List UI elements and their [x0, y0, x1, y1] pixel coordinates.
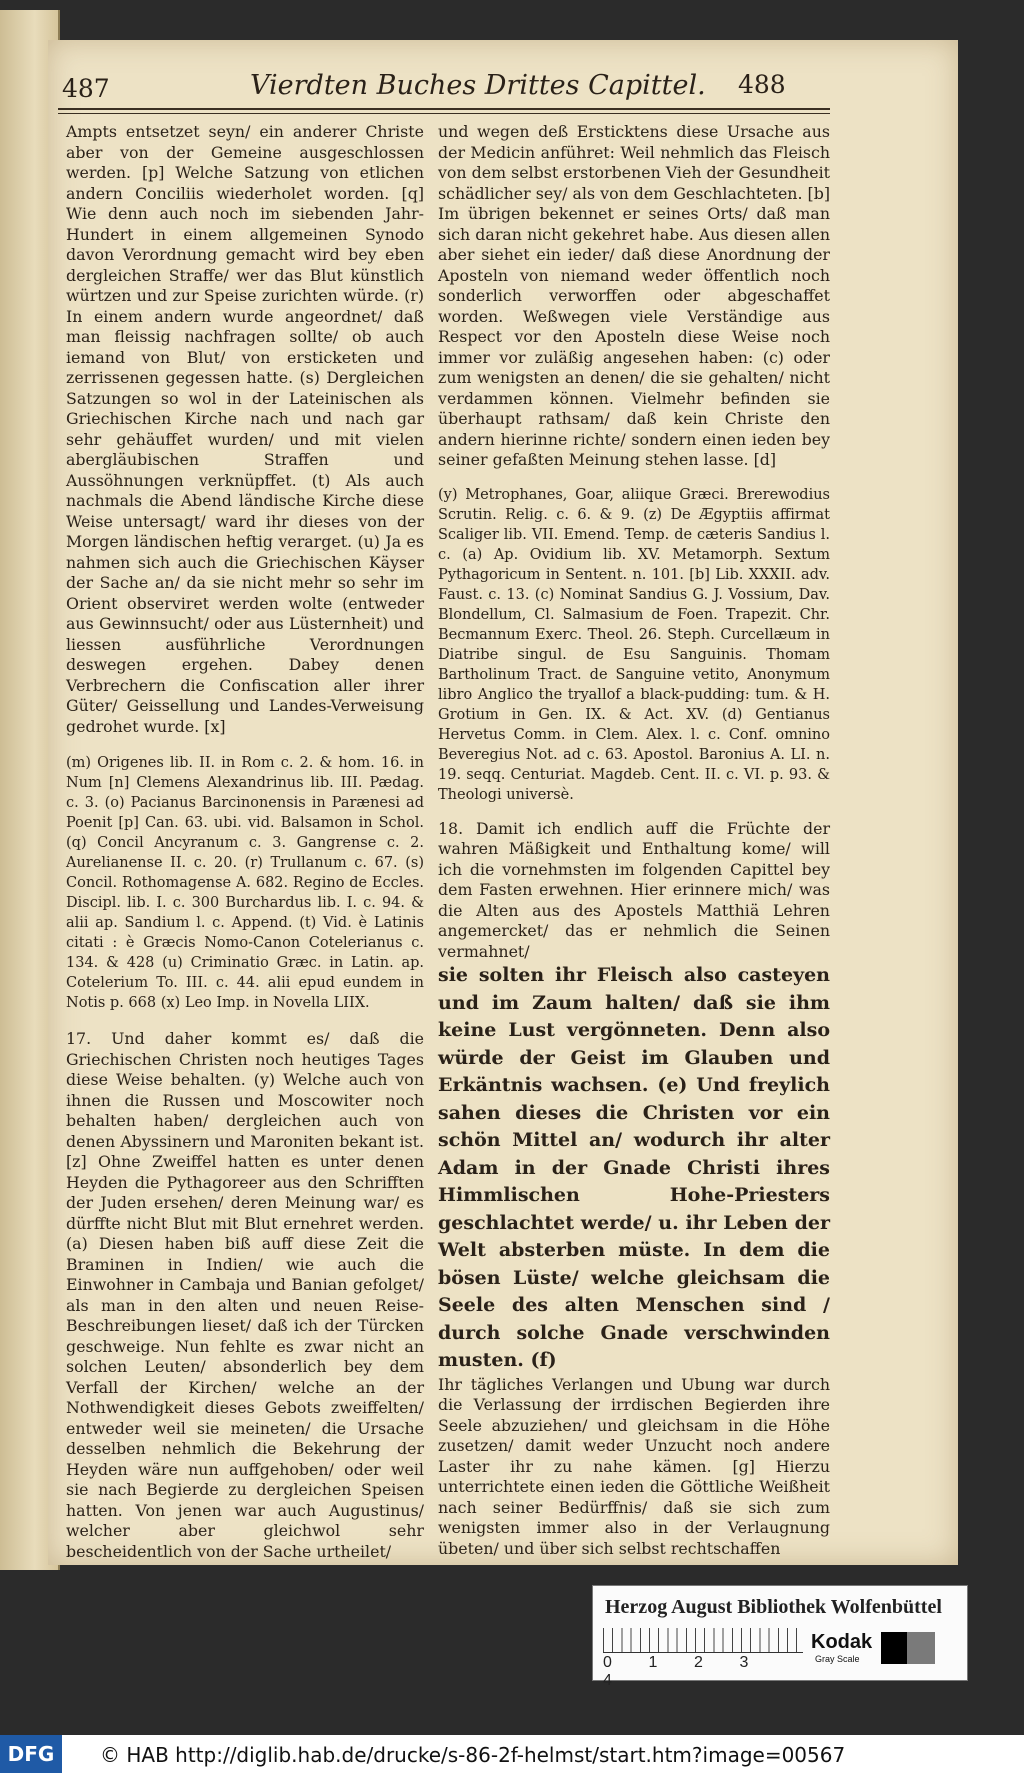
left-page-number: 487	[62, 74, 110, 103]
paragraph-18-start: 18. Damit ich endlich auff die Früchte der wahren Mäßigkeit und Enthaltung kome/ will ich die vornehmsten im folgenden Capittel bey dem Fasten erwehnen. Hier erinnere mich/ was die Alten aus des Apostels Matthiä Lehren angemercket/ das er nehmlich die Seinen vermahnet/	[438, 818, 830, 961]
right-page-number: 488	[738, 70, 786, 99]
header-rule-thin	[58, 113, 830, 114]
paragraph-18-end: Ihr tägliches Verlangen und Ubung war durch die Verlassung der irrdischen Begierden ihre Seele abzuziehen/ und gleichsam in die Höhe zusetzen/ damit weder Unzucht noch andere Laster ihr zu nahe kämen. [g] Hierzu unterrichtete einen ieden die Göttliche Weißheit nach seiner Bedürffnis/ daß sie sich zum wenigsten immer also in der Verlaugnung übeten/ und über sich selbst rechtschaffen	[438, 1374, 830, 1558]
ruler-number: 2	[694, 1654, 703, 1671]
right-column	[438, 122, 830, 1559]
dfg-logo: DFG	[0, 1735, 62, 1773]
ruler-number: 4	[603, 1672, 612, 1689]
header-rule	[58, 108, 830, 110]
color-calibration-card	[592, 1585, 968, 1689]
measurement-ruler	[603, 1628, 803, 1653]
ruler-number: 0	[603, 1654, 612, 1671]
ruler-numbers	[603, 1654, 823, 1690]
paragraph-17: 17. Und daher kommt es/ daß die Griechischen Christen noch heutiges Tages diese Weise behalten. (y) Welche auch von ihnen die Russen und Moscowiter noch behalten haben/ dergleichen auch von denen Abyssinern und Maroniten bekant ist. [z] Ohne Zweiffel hatten es unter denen Heyden die Pythagoreer aus den Schrifften der Juden ersehen/ deren Meinung war/ es dürffte nicht Blut mit Blut ernehret werden. (a) Diesen haben biß auff diese Zeit die Braminen in Indien/ wie auch die Einwohner in Cambaja und Banian gefolget/ als man in den alten und neuen Reise-Beschreibungen lieset/ daß ich der Türcken geschweige. Nun fehlte es zwar nicht an solchen Leuten/ absonderlich bey dem Verfall der Kirchen/ welche an der Nothwendigkeit dieses Gebots zweiffelten/ entweder weil sie meineten/ die Ursache desselben nehmlich die Bekehrung der Heyden wäre nun auffgehoben/ oder weil sie nach Begierde zu dergleichen Speisen hatten. Von jenen war auch Augustinus/ welcher aber gleichwol sehr bescheidentlich von der Sache urtheilet/	[66, 1029, 424, 1561]
ruler-number: 1	[648, 1654, 658, 1671]
library-label: Herzog August Bibliothek Wolfenbüttel	[605, 1596, 942, 1618]
gray-scale-label: Gray Scale	[815, 1654, 860, 1664]
kodak-logo: Kodak	[811, 1631, 873, 1653]
footnotes-left: (m) Origenes lib. II. in Rom c. 2. & hom. 16. in Num [n] Clemens Alexandrinus lib. III. Pædag. c. 3. (o) Pacianus Barcinonensis in Parænesi ad Poenit [p] Can. 63. ubi. vid. Balsamon in Schol. (q) Concil Ancyranum c. 3. Gangrense c. 2. Aurelianense II. c. 20. (r) Trullanum c. 67. (s) Concil. Rothomagense A. 682. Regino de Eccles. Discipl. lib. I. c. 300 Burchardus lib. I. c. 94. & alii ap. Sandium l. c. Append. (t) Vid. è Latinis citati : è Græcis Nomo-Canon Cotelerianus c. 134. & 428 (u) Criminatio Græc. in Latin. ap. Cotelerium To. III. c. 44. alii epud eundem in Notis p. 668 (x) Leo Imp. in Novella LIIX.	[66, 755, 424, 1011]
paragraph-17-continued: und wegen deß Ersticktens diese Ursache aus der Medicin anführet: Weil nehmlich das Fleisch von dem selbst erstorbenen Vieh der Gesundheit schädlicher sey/ als von dem Geschlachteten. [b] Im übrigen bekennet er seines Orts/ daß man sich daran nicht gekehret habe. Aus diesen allen aber siehet ein ieder/ daß diese Anordnung der Aposteln von niemand weder öffentlich noch sonderlich verworffen oder abgeschaffet worden. Weßwegen viele Verständige aus Respect vor den Aposteln diese Weise noch immer vor zuläßig angesehen haben: (c) oder zum wenigsten an denen/ die sie gehalten/ nicht verdammen können. Vielmehr befinden sie überhaupt rathsam/ daß kein Christe den andern hierinne richte/ sondern einen ieden bey seiner gefaßten Meinung stehen lasse. [d]	[438, 122, 830, 469]
running-head: Vierdten Buches Drittes Capittel.	[250, 70, 706, 101]
copyright-link[interactable]: © HAB http://diglib.hab.de/drucke/s-86-2f-helmst/start.htm?image=00567	[100, 1743, 846, 1767]
grey-swatch	[907, 1632, 935, 1664]
paragraph-18-emphasis: sie solten ihr Fleisch also casteyen und im Zaum halten/ daß sie ihm keine Lust vergönneten. Denn also würde der Geist im Glauben und Erkäntnis wachsen. (e) Und freylich sahen dieses die Christen vor ein schön Mittel an/ wodurch ihr alter Adam in der Gnade Christi ihres Himmlischen Hohe-Priesters geschlachtet werde/ u. ihr Leben der Welt absterben müste. In dem die bösen Lüste/ welche gleichsam die Seele des alten Menschen sind / durch solche Gnade verschwinden musten. (f)	[438, 964, 830, 1371]
footnotes-right: (y) Metrophanes, Goar, aliique Græci. Brerewodius Scrutin. Relig. c. 6. & 9. (z) De Ægyptiis affirmat Scaliger lib. VII. Emend. Temp. de cæteris Sandius l. c. (a) Ap. Ovidium lib. XV. Metamorph. Sextum Pythagoricum in Sentent. n. 101. [b] Lib. XXXII. adv. Faust. c. 13. (c) Nominat Sandius G. J. Vossium, Dav. Blondellum, Cl. Salmasium de Foen. Trapezit. Chr. Becmannum Exerc. Theol. 26. Steph. Curcellæum in Diatribe singul. de Esu Sanguinis. Thomam Bartholinum Tract. de Sanguine vetito, Anonymum libro Anglico the tryallof a black-pudding: tum. & H. Grotium in Gen. IX. & Act. XV. (d) Gentianus Hervetus Comm. in Clem. Alex. l. c. Conf. omnino Beveregius Not. ad c. 63. Apostol. Baronius A. LI. n. 19. seqq. Centuriat. Magdeb. Cent. II. c. VI. p. 93. & Theologi universè.	[438, 486, 830, 803]
ruler-number: 3	[739, 1654, 749, 1671]
left-column	[66, 122, 424, 1562]
paragraph-16-continued: Ampts entsetzet seyn/ ein anderer Christe aber von der Gemeine ausgeschlossen werden. [p] Welche Satzung von etlichen andern Conciliis wiederholet worden. [q] Wie denn auch noch im siebenden Jahr-Hundert in einem allgemeinen Synodo davon Verordnung gemacht wird bey eben dergleichen Straffe/ wer das Blut künstlich würtzen und zur Speise zurichten würde. (r) In einem andern wurde angeordnet/ daß man fleissig nachfragen sollte/ ob auch iemand von Blut/ von ersticketen und zerrissenen gegessen hatte. (s) Dergleichen Satzungen so wol in der Lateinischen als Griechischen Kirche nach und nach gar sehr gehäuffet wurden/ und mit vielen abergläubischen Straffen und Aussöhnungen verknüpffet. (t) Als auch nachmals die Abend ländische Kirche diese Weise untersagt/ ward ihr dieses von der Morgen ländischen heftig verarget. (u) Ja es nahmen sich auch die Griechischen Käyser der Sache an/ da sie nicht mehr so sehr im Orient observiret werden wolte (entweder aus Gewinnsucht/ oder aus Lüsternheit) und liessen ausführliche Verordnungen deswegen ergehen. Dabey denen Verbrechern die Confiscation aller ihrer Güter/ Geissellung und Landes-Verweisung gedrohet wurde. [x]	[66, 122, 424, 736]
black-swatch	[881, 1632, 907, 1664]
